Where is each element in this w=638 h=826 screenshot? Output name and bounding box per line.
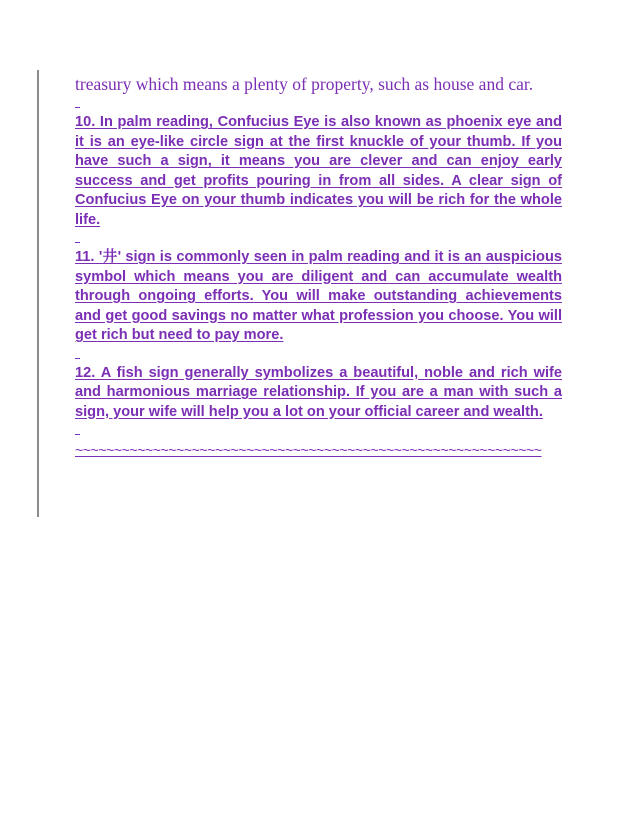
document-body	[75, 74, 562, 460]
margin-bar	[37, 70, 39, 517]
tilde-separator: ~~~~~~~~~~~~~~~~~~~~~~~~~~~~~~~~~~~~~~~~~~~~~~~~~~~~~~~~~~~~	[75, 442, 542, 458]
item-11-paragraph: 11. '井' sign is commonly seen in palm reading and it is an auspicious symbol which means you are diligent and can accumulate wealth through ongoing efforts. You will make outstanding achievements and get good savings no matter what profession you choose. You will get rich but need to pay more.	[75, 249, 562, 343]
empty-line	[75, 422, 562, 440]
empty-line	[75, 230, 562, 248]
item-10-paragraph: 10. In palm reading, Confucius Eye is also known as phoenix eye and it is an eye-like circle sign at the first knuckle of your thumb. If you have such a sign, it means you are clever and can enjoy early success and get profits pouring in from all sides. A clear sign of Confucius Eye on your thumb indicates you will be rich for the whole life.	[75, 114, 562, 228]
intro-paragraph: treasury which means a plenty of property, such as house and car.	[75, 74, 534, 94]
empty-line	[75, 346, 562, 364]
item-12-paragraph: 12. A fish sign generally symbolizes a beautiful, noble and rich wife and harmonious marriage relationship. If you are a man with such a sign, your wife will help you a lot on your official career and wealth.	[75, 364, 562, 420]
empty-line	[75, 95, 562, 113]
